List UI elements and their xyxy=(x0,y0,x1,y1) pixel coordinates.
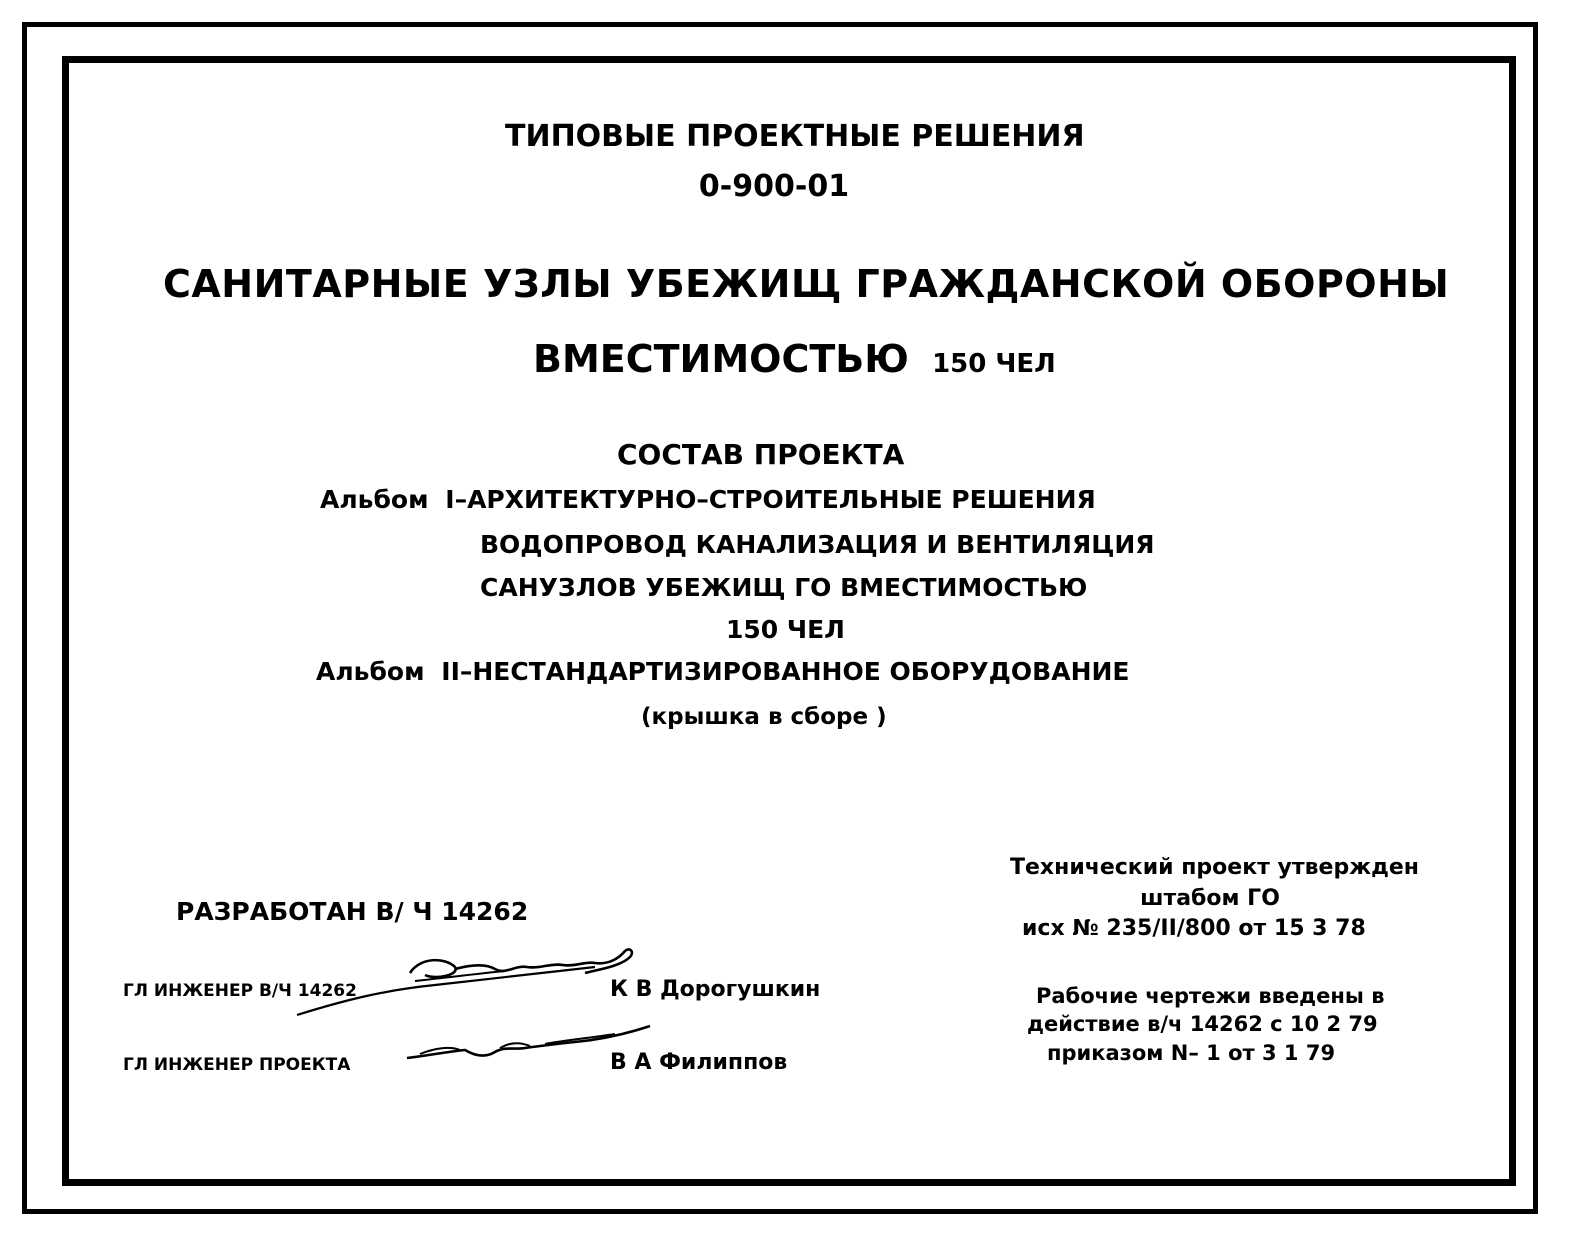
capacity-value: 150 ЧЕЛ xyxy=(932,349,1056,379)
album1-label: Альбом xyxy=(320,485,429,514)
series-title: ТИПОВЫЕ ПРОЕКТНЫЕ РЕШЕНИЯ xyxy=(505,119,1085,154)
album2-number: II– xyxy=(441,657,473,686)
project-code: 0-900-01 xyxy=(698,169,850,204)
approval-line4: Рабочие чертежи введены в xyxy=(1036,984,1385,1008)
chief-engineer-label: ГЛ ИНЖЕНЕР В/Ч 14262 xyxy=(123,981,357,1001)
album1-line2: ВОДОПРОВОД КАНАЛИЗАЦИЯ И ВЕНТИЛЯЦИЯ xyxy=(480,530,1155,559)
chief-engineer-name: К В Дорогушкин xyxy=(610,977,821,1002)
composition-heading: СОСТАВ ПРОЕКТА xyxy=(617,438,905,471)
album2-line2: (крышка в сборе ) xyxy=(641,704,887,730)
album1-line3: САНУЗЛОВ УБЕЖИЩ ГО ВМЕСТИМОСТЬЮ xyxy=(480,573,1088,602)
album2-title xyxy=(316,659,1130,684)
main-title-line1: САНИТАРНЫЕ УЗЛЫ УБЕЖИЩ ГРАЖДАНСКОЙ ОБОРОНЫ xyxy=(163,262,1450,306)
album1-line1: АРХИТЕКТУРНО–СТРОИТЕЛЬНЫЕ РЕШЕНИЯ xyxy=(467,485,1096,514)
main-title-line2 xyxy=(533,337,1056,381)
approval-line6: приказом N– 1 от 3 1 79 xyxy=(1047,1041,1336,1065)
project-engineer-label: ГЛ ИНЖЕНЕР ПРОЕКТА xyxy=(123,1055,351,1075)
chief-engineer-signature xyxy=(295,945,640,1020)
capacity-label: ВМЕСТИМОСТЬЮ xyxy=(533,337,909,381)
approval-line2: штабом ГО xyxy=(1140,886,1280,911)
album1-line4: 150 ЧЕЛ xyxy=(726,615,845,644)
approval-line1: Технический проект утвержден xyxy=(1010,855,1420,880)
album2-label: Альбом xyxy=(316,657,425,686)
approval-line3: исх № 235/II/800 от 15 3 78 xyxy=(1022,916,1366,941)
project-engineer-name: В А Филиппов xyxy=(610,1050,788,1075)
album1-title xyxy=(320,487,1096,512)
approval-line5: действие в/ч 14262 с 10 2 79 xyxy=(1027,1012,1378,1036)
album2-line1: НЕСТАНДАРТИЗИРОВАННОЕ ОБОРУДОВАНИЕ xyxy=(472,657,1130,686)
developed-by: РАЗРАБОТАН В/ Ч 14262 xyxy=(176,897,529,926)
album1-number: I– xyxy=(445,485,468,514)
